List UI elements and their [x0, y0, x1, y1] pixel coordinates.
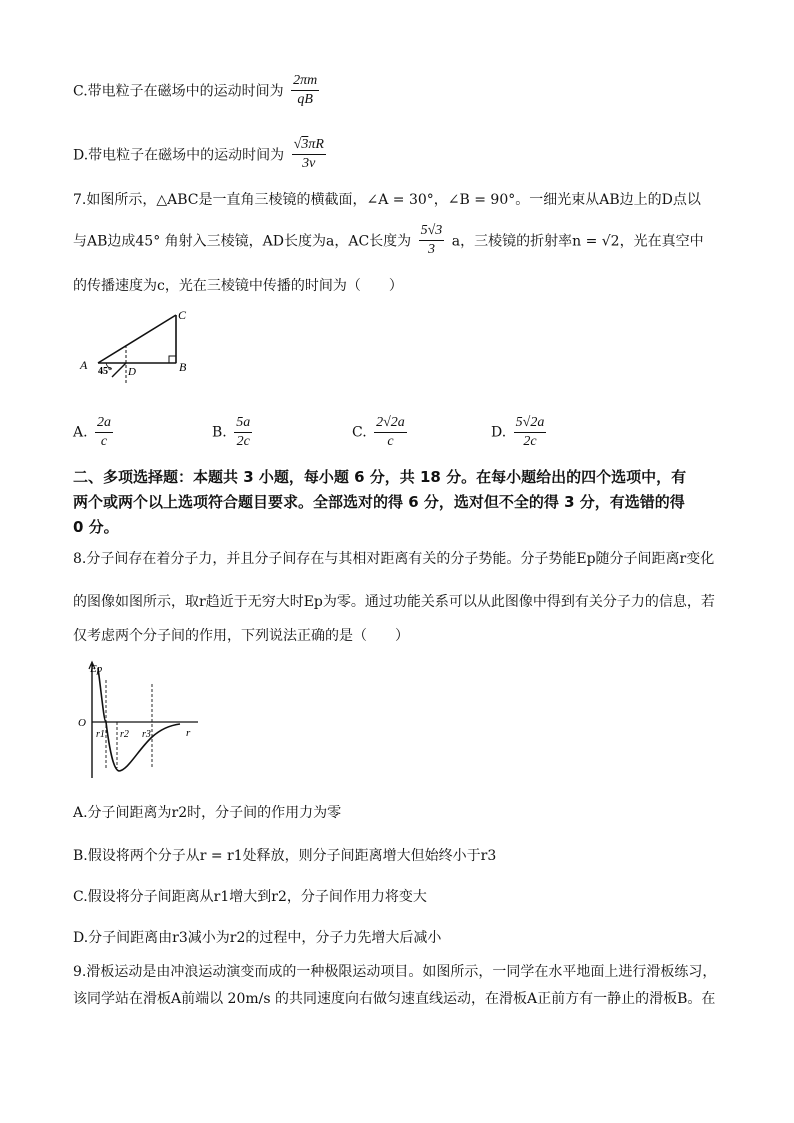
option-label: D.: [491, 424, 507, 441]
fraction-denominator: 2c: [236, 434, 250, 449]
q8-line-2: 的图像如图所示，取r趋近于无穷大时Ep为零。通过功能关系可以从此图像中得到有关分子力的信息，若: [73, 594, 715, 610]
fraction-denominator: qB: [297, 92, 313, 107]
numerator-rest: πR: [308, 137, 324, 152]
q8-option-a: A.分子间距离为r2时，分子间的作用力为零: [73, 805, 342, 821]
y-axis-label: Ep: [90, 663, 103, 675]
fraction-numerator: 2a: [95, 414, 113, 433]
label-angle-45: 45°: [98, 366, 112, 377]
x-axis-label: r: [186, 727, 191, 739]
q8-option-b: B.假设将两个分子从r = r1处释放，则分子间距离增大但始终小于r3: [73, 848, 497, 864]
fraction-numerator: 2√2a: [374, 414, 407, 433]
origin-label: O: [78, 717, 86, 729]
q7-line-2-part-b: a，三棱镜的折射率n = √2，光在真空中: [451, 233, 704, 250]
fraction-numerator: 5√2a: [514, 414, 547, 433]
q9-line-2: 该同学站在滑板A前端以 20m/s 的共同速度向右做匀速直线运动，在滑板A正前方有一静止的滑板B。在: [73, 991, 716, 1007]
q7-line-2: [73, 222, 704, 259]
q8-line-1: 8.分子间存在着分子力，并且分子间存在与其相对距离有关的分子势能。分子势能Ep随分子间距离r变化: [73, 551, 715, 567]
section-2-line-2: 两个或两个以上选项符合题目要求。全部选对的得 6 分，选对但不全的得 3 分，有选错的得: [73, 493, 685, 511]
label-c: C: [178, 308, 187, 322]
option-fraction: [514, 414, 547, 451]
ep-curve: [98, 668, 180, 771]
q6-option-c-text: C.带电粒子在磁场中的运动时间为: [73, 83, 284, 100]
q8-line-3: 仅考虑两个分子间的作用，下列说法正确的是（ ）: [73, 628, 409, 644]
fraction-denominator: 2c: [523, 434, 537, 449]
option-label: A.: [73, 424, 88, 441]
r3-label: r3: [142, 729, 151, 740]
fraction-numerator: √3πR: [292, 136, 326, 155]
right-angle-mark: [169, 356, 176, 363]
fraction-denominator: c: [387, 434, 394, 449]
option-label: C.: [352, 424, 367, 441]
fraction-denominator: c: [100, 434, 108, 449]
option-label: B.: [212, 424, 227, 441]
q7-prism-figure: [78, 305, 208, 385]
r1-label: r1: [96, 729, 105, 740]
q7-line-1: 7.如图所示，△ABC是一直角三棱镜的横截面，∠A = 30°，∠B = 90°。一细光束从AB边上的D点以: [73, 192, 701, 208]
fraction-numerator: 5√3: [419, 222, 445, 241]
q6-option-c: [73, 72, 322, 109]
q6-option-d: [73, 136, 329, 173]
q6-option-c-fraction: [291, 72, 319, 109]
incident-ray: [112, 363, 126, 377]
q7-option-b: [212, 414, 255, 451]
q8-potential-energy-graph: [76, 658, 206, 783]
label-a: A: [80, 358, 88, 372]
q6-option-d-text: D.带电粒子在磁场中的运动时间为: [73, 147, 285, 164]
option-fraction: [374, 414, 407, 451]
q6-option-d-fraction: [292, 136, 326, 173]
q7-line-2-fraction: [419, 222, 445, 259]
q8-option-d: D.分子间距离由r3减小为r2的过程中，分子力先增大后减小: [73, 930, 442, 946]
q7-option-c: [352, 414, 410, 451]
section-2-line-3: 0 分。: [73, 518, 119, 536]
q7-line-3: 的传播速度为c，光在三棱镜中传播的时间为（ ）: [73, 278, 403, 294]
section-2-line-1: 二、多项选择题：本题共 3 小题，每小题 6 分，共 18 分。在每小题给出的四个选项中，有: [73, 468, 687, 486]
q7-option-d: [491, 414, 549, 451]
q8-option-c: C.假设将分子间距离从r1增大到r2，分子间作用力将变大: [73, 889, 427, 905]
r2-label: r2: [120, 729, 129, 740]
sqrt-radicand: 3: [301, 137, 309, 152]
option-fraction: [95, 414, 113, 451]
prism-edge-ac: [98, 315, 176, 363]
fraction-denominator: 3: [427, 242, 435, 257]
fraction-numerator: 2πm: [291, 72, 319, 91]
fraction-denominator: 3v: [302, 156, 316, 171]
q7-line-2-part-a: 与AB边成45° 角射入三棱镜，AD长度为a，AC长度为: [73, 233, 412, 250]
fraction-numerator: 5a: [234, 414, 252, 433]
label-b: B: [179, 360, 187, 374]
q7-option-a: [73, 414, 116, 451]
q9-line-1: 9.滑板运动是由冲浪运动演变而成的一种极限运动项目。如图所示，一同学在水平地面上进行滑板练习，: [73, 964, 717, 980]
option-fraction: [234, 414, 252, 451]
label-d: D: [128, 366, 136, 378]
